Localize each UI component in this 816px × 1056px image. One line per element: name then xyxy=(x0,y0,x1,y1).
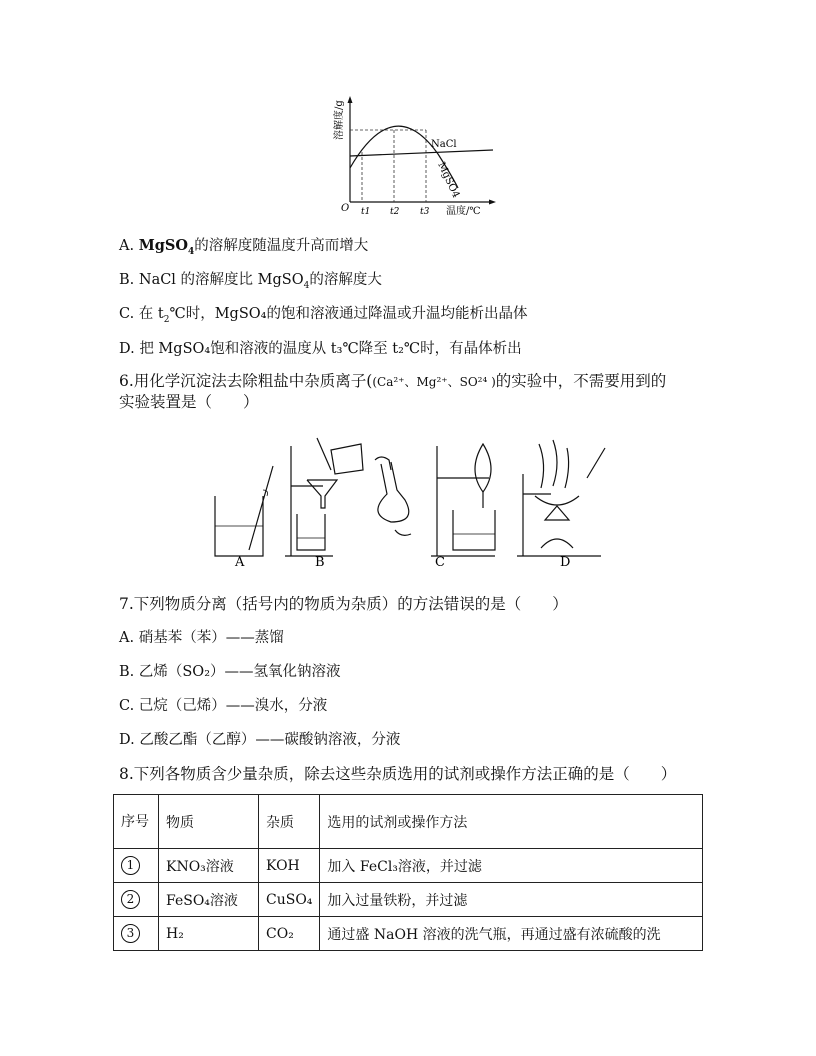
row-number: 3 xyxy=(121,924,140,943)
apparatus-hand-flask xyxy=(375,457,411,535)
tick-t1: t1 xyxy=(361,207,371,217)
q7-option-a: A. 硝基苯（苯）——蒸馏 xyxy=(119,630,284,646)
y-axis-label: 溶解度/g xyxy=(334,100,345,140)
table-row xyxy=(114,849,703,883)
header-impurity: 杂质 xyxy=(259,795,320,849)
series-mgso4-label: MgSO4 xyxy=(435,160,462,200)
label-b: B xyxy=(315,555,325,570)
impurity-cell: KOH xyxy=(259,849,320,883)
substance-cell: FeSO₄溶液 xyxy=(159,883,259,917)
apparatus-c xyxy=(431,444,495,556)
q8-table xyxy=(113,794,703,951)
table-row xyxy=(114,917,703,951)
nacl-curve xyxy=(350,150,493,156)
substance-cell: H₂ xyxy=(159,917,259,951)
apparatus-d xyxy=(517,440,605,556)
q8-stem: 8.下列各物质含少量杂质，除去这些杂质选用的试剂或操作方法正确的是（ ） xyxy=(119,765,677,783)
q5-option-d: D. 把 MgSO₄饱和溶液的温度从 t₃℃降至 t₂℃时，有晶体析出 xyxy=(119,341,522,357)
q6-stem-line1: 6.用化学沉淀法去除粗盐中杂质离子((Ca²⁺、Mg²⁺、SO²⁴ )的实验中，不需要用到的 xyxy=(119,372,667,390)
impurity-cell: CO₂ xyxy=(259,917,320,951)
impurity-cell: CuSO₄ xyxy=(259,883,320,917)
q7-option-b: B. 乙烯（SO₂）——氢氧化钠溶液 xyxy=(119,664,341,680)
row-number: 1 xyxy=(121,856,140,875)
label-d: D xyxy=(560,555,571,570)
tick-t2: t2 xyxy=(390,207,400,217)
row-no-cell xyxy=(114,917,159,951)
tick-t3: t3 xyxy=(420,207,430,217)
header-no: 序号 xyxy=(114,795,159,849)
row-no-cell xyxy=(114,883,159,917)
x-axis-label: 温度/℃ xyxy=(446,206,481,217)
q7-stem: 7.下列物质分离（括号内的物质为杂质）的方法错误的是（ ） xyxy=(119,595,568,613)
q5-option-a: A. MgSO$_4$的溶解度随温度升高而增大 xyxy=(119,237,369,257)
q5-option-b: B. NaCl 的溶解度比 MgSO$_4$的溶解度大 xyxy=(119,272,382,291)
method-cell: 加入 FeCl₃溶液，并过滤 xyxy=(320,849,703,883)
method-cell: 加入过量铁粉，并过滤 xyxy=(320,883,703,917)
q6-stem-line2: 实验装置是（ ） xyxy=(119,393,259,411)
row-no-cell xyxy=(114,849,159,883)
solubility-graph xyxy=(328,92,498,222)
q7-option-c: C. 己烷（己烯）——溴水，分液 xyxy=(119,698,328,714)
q5-option-c: C. 在 $t_2℃$时，MgSO₄的饱和溶液通过降温或升温均能析出晶体 xyxy=(119,306,528,325)
q7-option-d: D. 乙酸乙酯（乙醇）——碳酸钠溶液，分液 xyxy=(119,732,401,748)
substance-cell: KNO₃溶液 xyxy=(159,849,259,883)
origin-label: O xyxy=(341,203,350,214)
label-c: C xyxy=(435,555,445,570)
row-number: 2 xyxy=(121,890,140,909)
apparatus-a xyxy=(215,466,273,556)
apparatus-b xyxy=(285,438,363,556)
table-header-row xyxy=(114,795,703,849)
series-nacl-label: NaCl xyxy=(431,139,457,150)
apparatus-figure xyxy=(205,430,615,570)
label-a: A xyxy=(235,555,245,570)
header-substance: 物质 xyxy=(159,795,259,849)
table-row xyxy=(114,883,703,917)
header-method: 选用的试剂或操作方法 xyxy=(320,795,703,849)
method-cell: 通过盛 NaOH 溶液的洗气瓶，再通过盛有浓硫酸的洗 xyxy=(320,917,703,951)
